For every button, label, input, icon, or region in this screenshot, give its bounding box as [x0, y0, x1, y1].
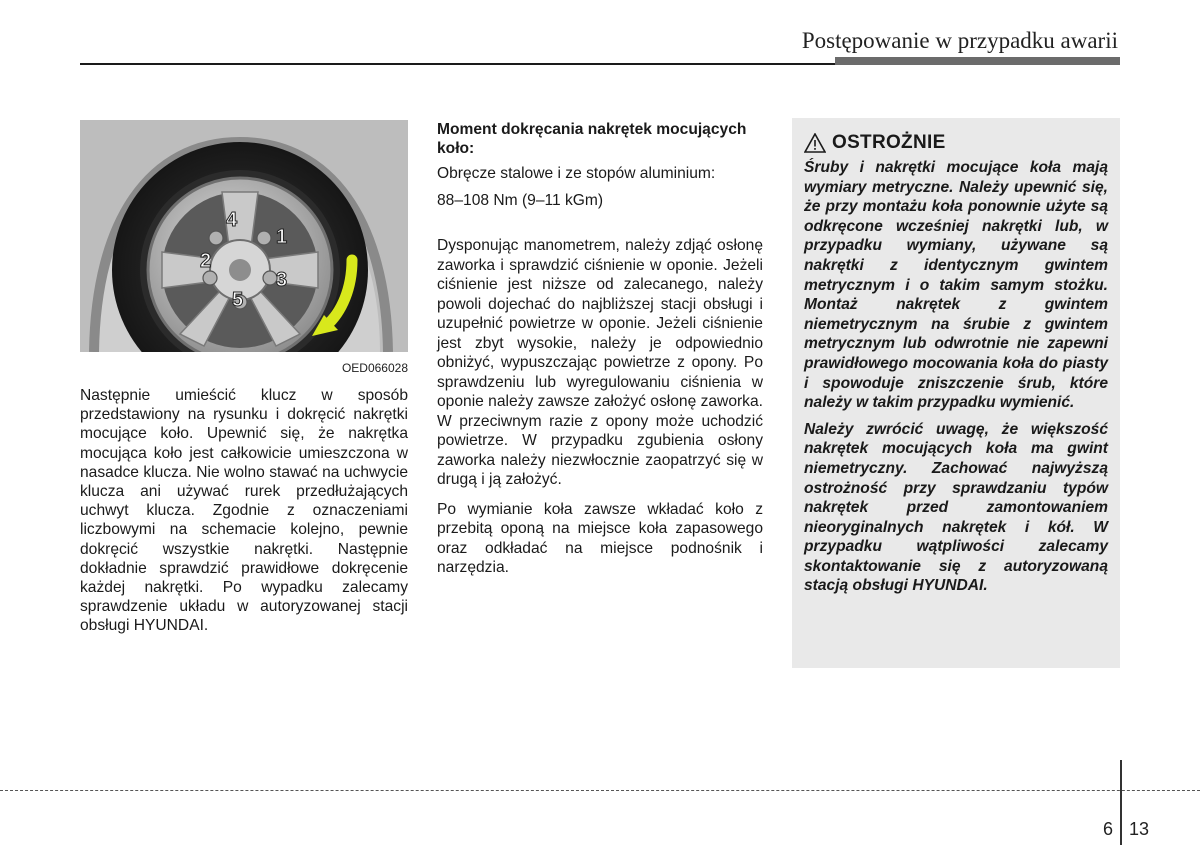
nut-label-5: 5 — [232, 289, 244, 311]
figure-caption: OED066028 — [341, 361, 408, 375]
warning-triangle-icon — [804, 133, 826, 153]
footer-rule — [0, 790, 1200, 791]
page-number-separator — [1120, 760, 1122, 845]
storage-paragraph: Po wymianie koła zawsze wkładać koło z przebitą oponą na miejsce koła zapasowego oraz odkładać na miejsce podnośnik i narzędzia. — [437, 500, 763, 576]
pressure-paragraph: Dysponując manometrem, należy zdjąć osłonę zaworka i sprawdzić ciśnienie w oponie. Jeżeli ciśnienie jest niższe od zalecanego, należy powoli dojechać do najbliższej stacji obsługi i uzupełnić powietrze w oponie. Jeżeli ciśnienie jest zbyt wysokie, należy je odpowiednio obniżyć, wypuszczając powietrze z opony. Po sprawdzeniu lub wyregulowaniu ciśnienia w oponie należy zawsze założyć osłonę zaworka. W przeciwnym razie z opony może uchodzić powietrze. W przypadku zgubienia osłony zaworka należy niezwłocznie zaopatrzyć się w drugą i ją założyć. — [437, 237, 763, 488]
nut-label-2: 2 — [200, 250, 212, 272]
caution-paragraph-2: Należy zwrócić uwagę, że większość nakrętek mocujących koła ma gwint niemetryczny. Zachować najwyższą ostrożność przy sprawdzaniu typów nakrętek przed zamontowaniem nieoryginalnych nakrętek i kół. W przypadku wątpliwości zalecamy skontaktowanie się z autoryzowaną stacją obsługi HYUNDAI. — [804, 420, 1108, 595]
caution-paragraph-1: Śruby i nakrętki mocujące koła mają wymiary metryczne. Należy upewnić się, że przy montażu koła ponownie użyte są odkręcone wcześniej nakrętki lub, w przypadku wymiany, używane są nakrętki z identycznym gwintem metrycznym i o takim samym stożku. Montaż nakrętek z gwintem niemetrycznym na śrubie z gwintem metrycznym lub odwrotnie nie zapewni prawidłowego mocowania koła do piasty i spowoduje zniszczenie śrub, które należy w takim przypadku wymienić. — [804, 159, 1108, 412]
wheel-figure — [80, 120, 408, 352]
section-number: 6 — [1103, 819, 1114, 839]
wheel-illustration — [80, 120, 408, 352]
nut-label-1: 1 — [276, 226, 288, 248]
caution-title: OSTROŻNIE — [832, 132, 946, 153]
header-accent-bar — [835, 57, 1120, 65]
torque-heading: Moment dokręcania nakrętek mocujących koło: — [437, 121, 747, 157]
running-header: Postępowanie w przypadku awarii — [801, 28, 1118, 53]
page-number: 13 — [1129, 819, 1150, 839]
nut-label-3: 3 — [276, 269, 288, 291]
torque-spec-rims: Obręcze stalowe i ze stopów aluminium: — [437, 165, 716, 182]
column1-body: Następnie umieścić klucz w sposób przedstawiony na rysunku i dokręcić nakrętki mocujące koło. Upewnić się, że nakrętka mocująca koło jest całkowicie umieszczona w nasadce klucza. Nie wolno stawać na uchwycie klucza ani używać rurek przedłużających uchwyt klucza. Zgodnie z oznaczeniami liczbowymi na schemacie kolejno, pewnie dokręcić wszystkie nakrętki. Następnie dokładnie sprawdzić prawidłowe dokręcenie każdej nakrętki. Po wypadku zalecamy sprawdzenie układu w autoryzowanej stacji obsługi HYUNDAI. — [80, 387, 408, 635]
caution-box — [792, 118, 1120, 668]
torque-spec-value: 88–108 Nm (9–11 kGm) — [437, 191, 604, 209]
nut-label-4: 4 — [226, 209, 238, 231]
caution-header — [804, 132, 1108, 154]
column2 — [437, 120, 763, 578]
